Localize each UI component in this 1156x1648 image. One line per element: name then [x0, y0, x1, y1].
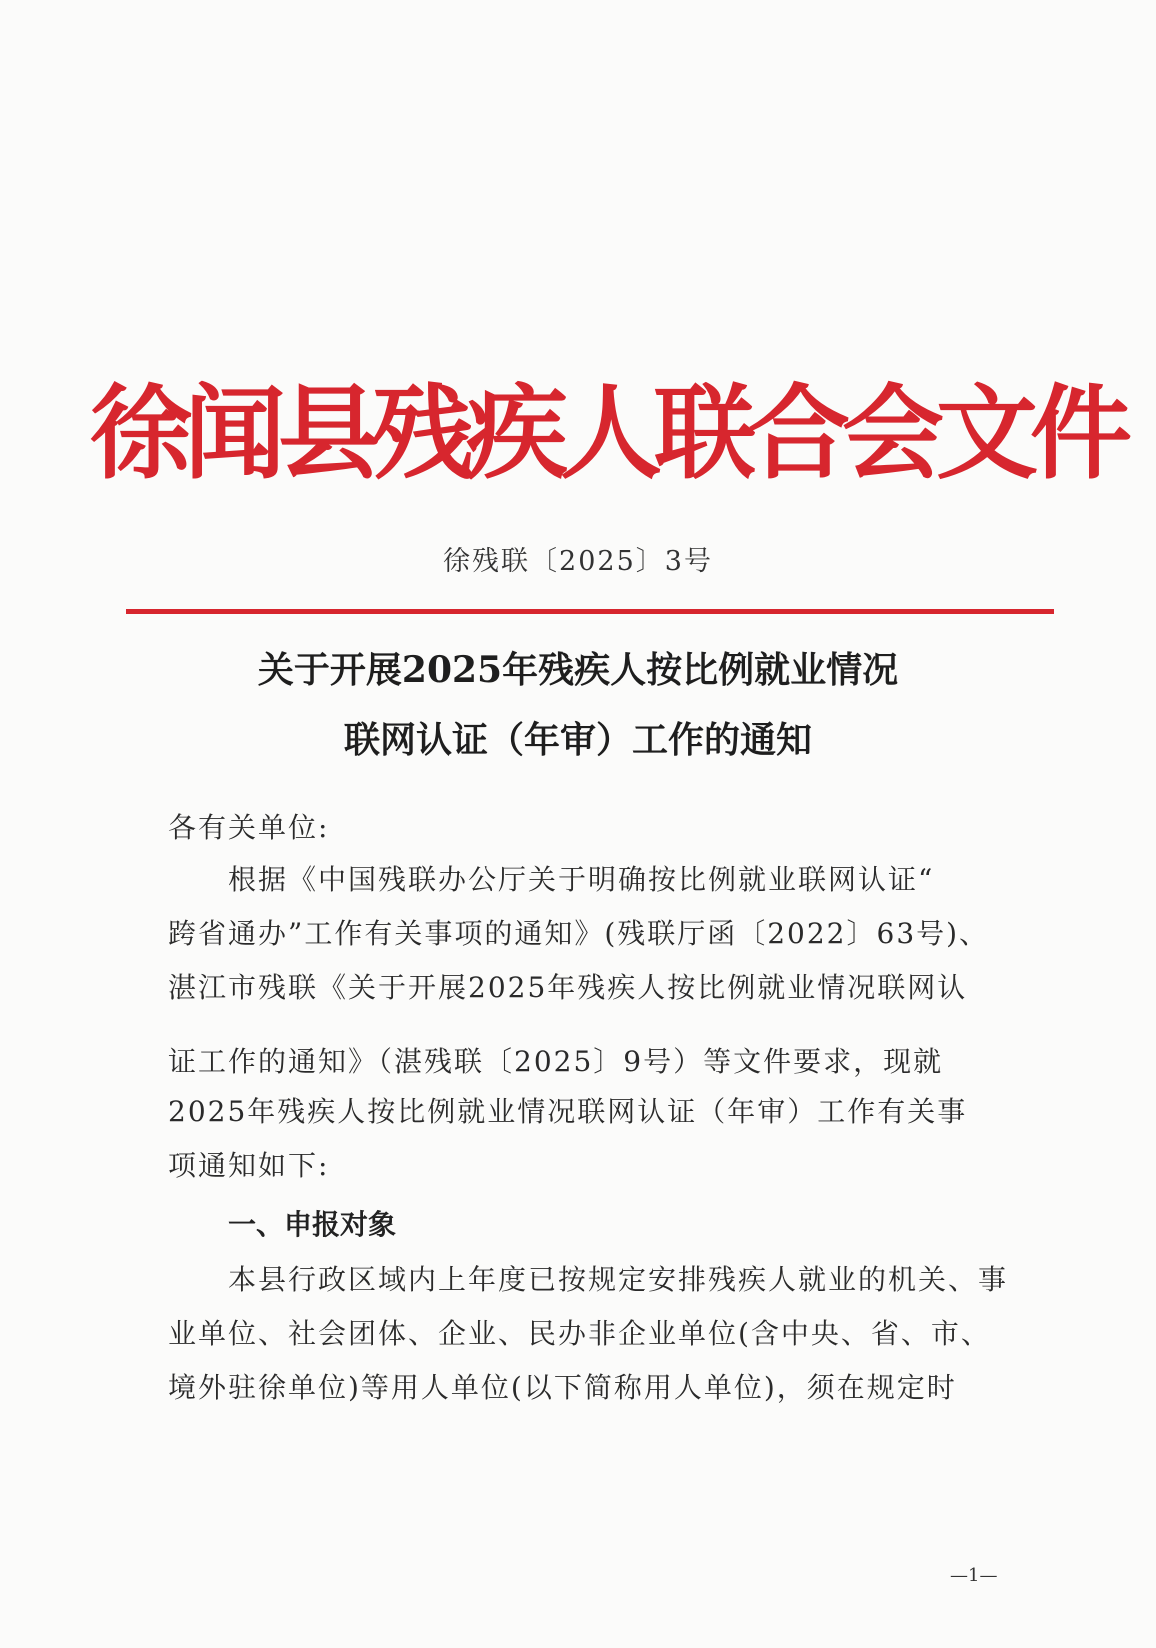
paragraph-1-line: 湛江市残联《关于开展2025年残疾人按比例就业情况联网认 — [168, 971, 968, 1004]
paragraph-1-line: 项通知如下: — [168, 1149, 330, 1182]
notice-title-line-2: 联网认证（年审）工作的通知 — [343, 719, 812, 761]
salutation: 各有关单位: — [168, 811, 330, 844]
notice-title-line-1: 关于开展2025年残疾人按比例就业情况 — [257, 649, 899, 691]
red-divider-line — [126, 609, 1054, 614]
paragraph-1-line: 证工作的通知》（湛残联〔2025〕9号）等文件要求，现就 — [168, 1045, 944, 1078]
paragraph-2-line: 境外驻徐单位)等用人单位(以下简称用人单位)，须在规定时 — [168, 1371, 957, 1404]
section-heading-1: 一、申报对象 — [228, 1208, 397, 1241]
paragraph-1-line: 跨省通办”工作有关事项的通知》(残联厅函〔2022〕63号)、 — [168, 917, 990, 950]
paragraph-2-line: 本县行政区域内上年度已按规定安排残疾人就业的机关、事 — [168, 1263, 1009, 1296]
paragraph-2-line: 业单位、社会团体、企业、民办非企业单位(含中央、省、市、 — [168, 1317, 991, 1350]
masthead-title: 徐闻县残疾人联合会文件 — [90, 374, 1124, 494]
paragraph-1-line: 根据《中国残联办公厅关于明确按比例就业联网认证“ — [168, 863, 935, 896]
page-number: —1— — [950, 1565, 998, 1586]
paragraph-1-line: 2025年残疾人按比例就业情况联网认证（年审）工作有关事 — [168, 1095, 968, 1128]
document-number: 徐残联〔2025〕3号 — [443, 546, 713, 577]
